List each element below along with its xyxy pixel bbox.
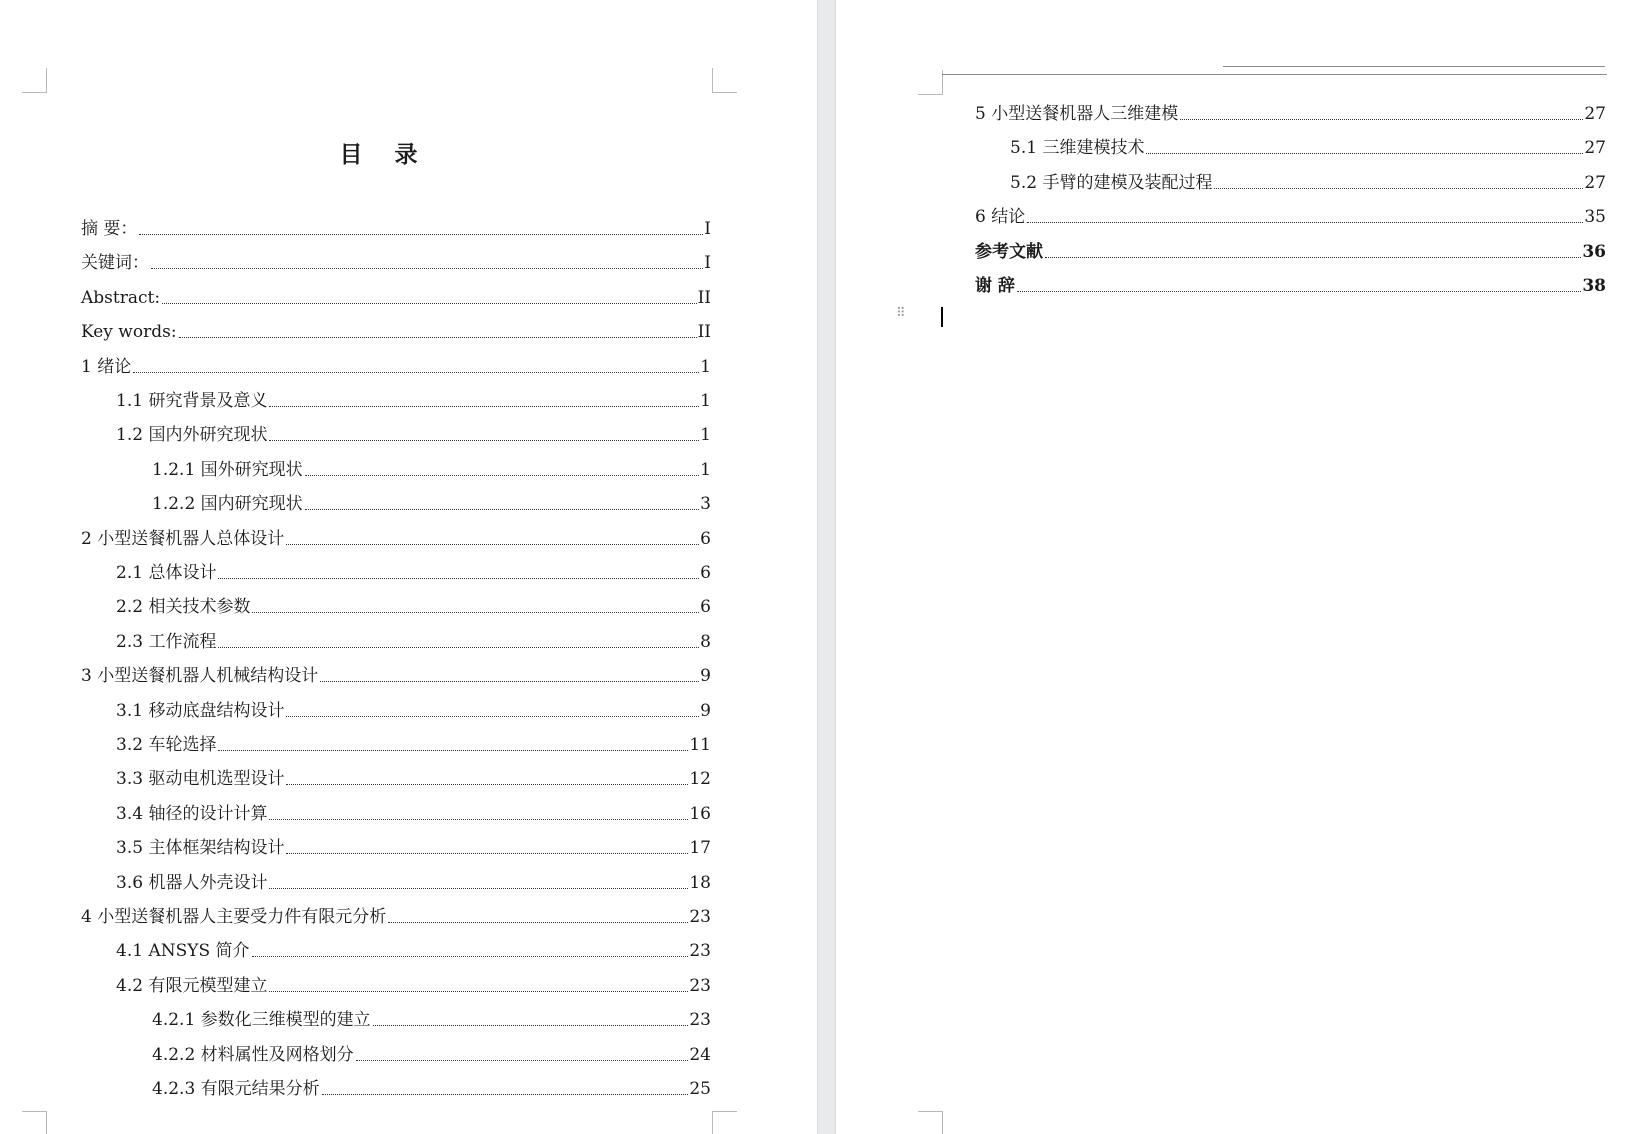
toc-entry-page: 27 [1584,138,1606,159]
toc-entry-page: 9 [700,666,711,687]
crop-mark-top-left [918,70,943,95]
toc-dot-leader [388,922,688,923]
toc-entry-text: 参考文献 [975,241,1043,262]
toc-entry-text: 3.3 驱动电机选型设计 [116,769,285,790]
toc-entry-text: 1 绪论 [81,356,132,377]
toc-entry[interactable] [81,522,711,550]
toc-entry-page: I [704,253,711,274]
toc-entry-text: 4.1 ANSYS 简介 [116,941,250,962]
toc-dot-leader [1214,188,1583,189]
toc-entry[interactable] [975,200,1606,228]
toc-entry-text: 4.2 有限元模型建立 [116,975,268,996]
move-handle-icon[interactable]: ⠿ [896,306,905,321]
toc-entry-text: 5.1 三维建模技术 [1010,138,1145,159]
toc-entry[interactable] [81,900,711,928]
toc-entry-text: 6 结论 [975,207,1026,228]
toc-entry-text: Abstract: [81,287,161,308]
toc-dot-leader [373,1025,689,1026]
toc-entry-text: 3.2 车轮选择 [116,735,217,755]
toc-entry-page: 1 [700,356,711,377]
toc-entry-text: 3.5 主体框架结构设计 [116,838,285,859]
toc-entry[interactable] [116,797,711,825]
header-rule [942,74,1607,75]
toc-dot-leader [151,268,703,269]
toc-dot-leader [305,509,700,510]
toc-dot-leader [269,819,688,820]
toc-entry-page: 18 [689,872,711,893]
toc-entry[interactable] [152,1038,711,1066]
toc-entry-page: 27 [1584,172,1606,193]
toc-entry-page: I [704,219,711,239]
toc-entry[interactable] [81,659,711,687]
toc-entry[interactable] [81,281,711,309]
toc-entry[interactable] [116,694,711,722]
toc-entry-page: 1 [700,425,711,446]
toc-entry-text: 4.2.1 参数化三维模型的建立 [152,1010,371,1031]
toc-entry[interactable] [81,350,711,378]
toc-dot-leader [218,647,699,648]
toc-dot-leader [286,784,688,785]
toc-entry-text: 4 小型送餐机器人主要受力件有限元分析 [81,907,387,927]
toc-entry-page: 23 [689,1010,711,1031]
toc-entry-page: 12 [689,769,711,790]
toc-dot-leader [286,716,699,717]
toc-entry[interactable] [81,315,711,343]
toc-entry-text: 3.6 机器人外壳设计 [116,872,268,893]
toc-entry-text: 2.3 工作流程 [116,631,217,652]
toc-entry[interactable] [152,487,711,515]
toc-entry[interactable] [975,235,1606,263]
toc-entry[interactable] [116,934,711,962]
toc-dot-leader [1180,119,1583,120]
toc-entry-page: II [697,322,711,343]
toc-entry-text: 摘 要： [81,219,138,239]
toc-entry-text: 3 小型送餐机器人机械结构设计 [81,666,319,687]
toc-entry-text: 2.1 总体设计 [116,563,217,583]
toc-entry[interactable] [116,590,711,618]
toc-entry-page: 17 [689,838,711,859]
toc-entry-page: 24 [689,1044,711,1065]
toc-dot-leader [305,475,700,476]
toc-entry-text: 谢 辞 [975,276,1015,296]
toc-entry-text: 1.1 研究背景及意义 [116,391,268,411]
toc-entry-text: 3.4 轴径的设计计算 [116,803,268,824]
toc-entry[interactable] [116,625,711,653]
toc-entry[interactable] [116,556,711,584]
page-gap [817,0,836,1134]
toc-entry-page: 9 [700,700,711,721]
toc-entry[interactable] [152,1072,711,1100]
toc-entry-page: 16 [689,803,711,824]
toc-entry[interactable] [152,453,711,481]
toc-entry-page: 35 [1584,207,1606,228]
toc-entry-text: 2.2 相关技术参数 [116,597,251,618]
toc-entry-page: 6 [700,597,711,618]
crop-mark-top-left [22,68,47,93]
toc-entry-text: 2 小型送餐机器人总体设计 [81,528,285,549]
toc-entry-text: 4.2.3 有限元结果分析 [152,1079,320,1099]
toc-dot-leader [269,440,699,441]
toc-dot-leader [356,1060,689,1061]
toc-dot-leader [286,544,699,545]
toc-entry-page: 3 [700,494,711,515]
toc-entry[interactable] [81,212,711,240]
toc-entry-text: 1.2 国内外研究现状 [116,425,268,446]
toc-entry[interactable] [81,246,711,274]
toc-entry-page: 38 [1582,276,1606,296]
toc-entry-page: 25 [689,1079,711,1099]
toc-dot-leader [252,612,699,613]
toc-entry-page: 23 [689,941,711,962]
toc-entry[interactable] [1010,166,1606,194]
toc-entry-page: II [697,287,711,308]
toc-dot-leader [286,853,688,854]
toc-dot-leader [269,888,688,889]
toc-entry-page: 1 [700,391,711,411]
toc-entry-page: 6 [700,528,711,549]
crop-mark-bottom-left [918,1111,943,1134]
toc-entry-page: 36 [1582,241,1606,262]
toc-dot-leader [218,750,688,751]
toc-entry[interactable] [116,969,711,997]
toc-entry-page: 27 [1584,104,1606,124]
toc-entry[interactable] [975,97,1606,125]
toc-entry[interactable] [975,269,1606,297]
toc-dot-leader [133,372,699,373]
toc-dot-leader [1045,257,1581,258]
toc-dot-leader [218,578,699,579]
toc-entry-text: 1.2.1 国外研究现状 [152,459,303,480]
toc-dot-leader [269,991,688,992]
toc-dot-leader [1017,291,1581,292]
toc-entry-page: 8 [700,631,711,652]
toc-dot-leader [252,956,689,957]
toc-dot-leader [320,681,699,682]
toc-entry[interactable] [116,418,711,446]
toc-entry-text: 4.2.2 材料属性及网格划分 [152,1044,354,1065]
toc-entry-text: 1.2.2 国内研究现状 [152,494,303,515]
toc-dot-leader [179,337,697,338]
toc-entry-text: 5 小型送餐机器人三维建模 [975,104,1179,124]
toc-dot-leader [139,234,703,235]
toc-entry-text: 5.2 手臂的建模及装配过程 [1010,172,1213,193]
toc-entry-text: 关键词： [81,253,149,274]
toc-dot-leader [322,1094,689,1095]
toc-entry[interactable] [116,866,711,894]
toc-title: 目 录 [339,141,430,168]
toc-entry[interactable] [116,762,711,790]
header-rule [1223,66,1605,67]
toc-entry[interactable] [116,384,711,412]
toc-dot-leader [1027,222,1583,223]
crop-mark-bottom-left [22,1111,47,1134]
toc-entry-page: 1 [700,459,711,480]
toc-entry-text: 3.1 移动底盘结构设计 [116,700,285,721]
crop-mark-top-right [712,68,737,93]
crop-mark-bottom-right [712,1111,737,1134]
toc-entry-page: 6 [700,563,711,583]
toc-entry-text: Key words: [81,322,177,343]
toc-dot-leader [269,406,699,407]
toc-entry-page: 23 [689,975,711,996]
toc-entry[interactable] [116,831,711,859]
toc-entry[interactable] [1010,131,1606,159]
toc-dot-leader [162,303,697,304]
document-page-right [836,0,1627,1134]
toc-entry[interactable] [152,1003,711,1031]
toc-entry-page: 11 [689,735,711,755]
text-cursor[interactable] [941,307,943,327]
toc-dot-leader [1146,153,1583,154]
toc-entry-page: 23 [689,907,711,927]
toc-entry[interactable] [116,728,711,756]
